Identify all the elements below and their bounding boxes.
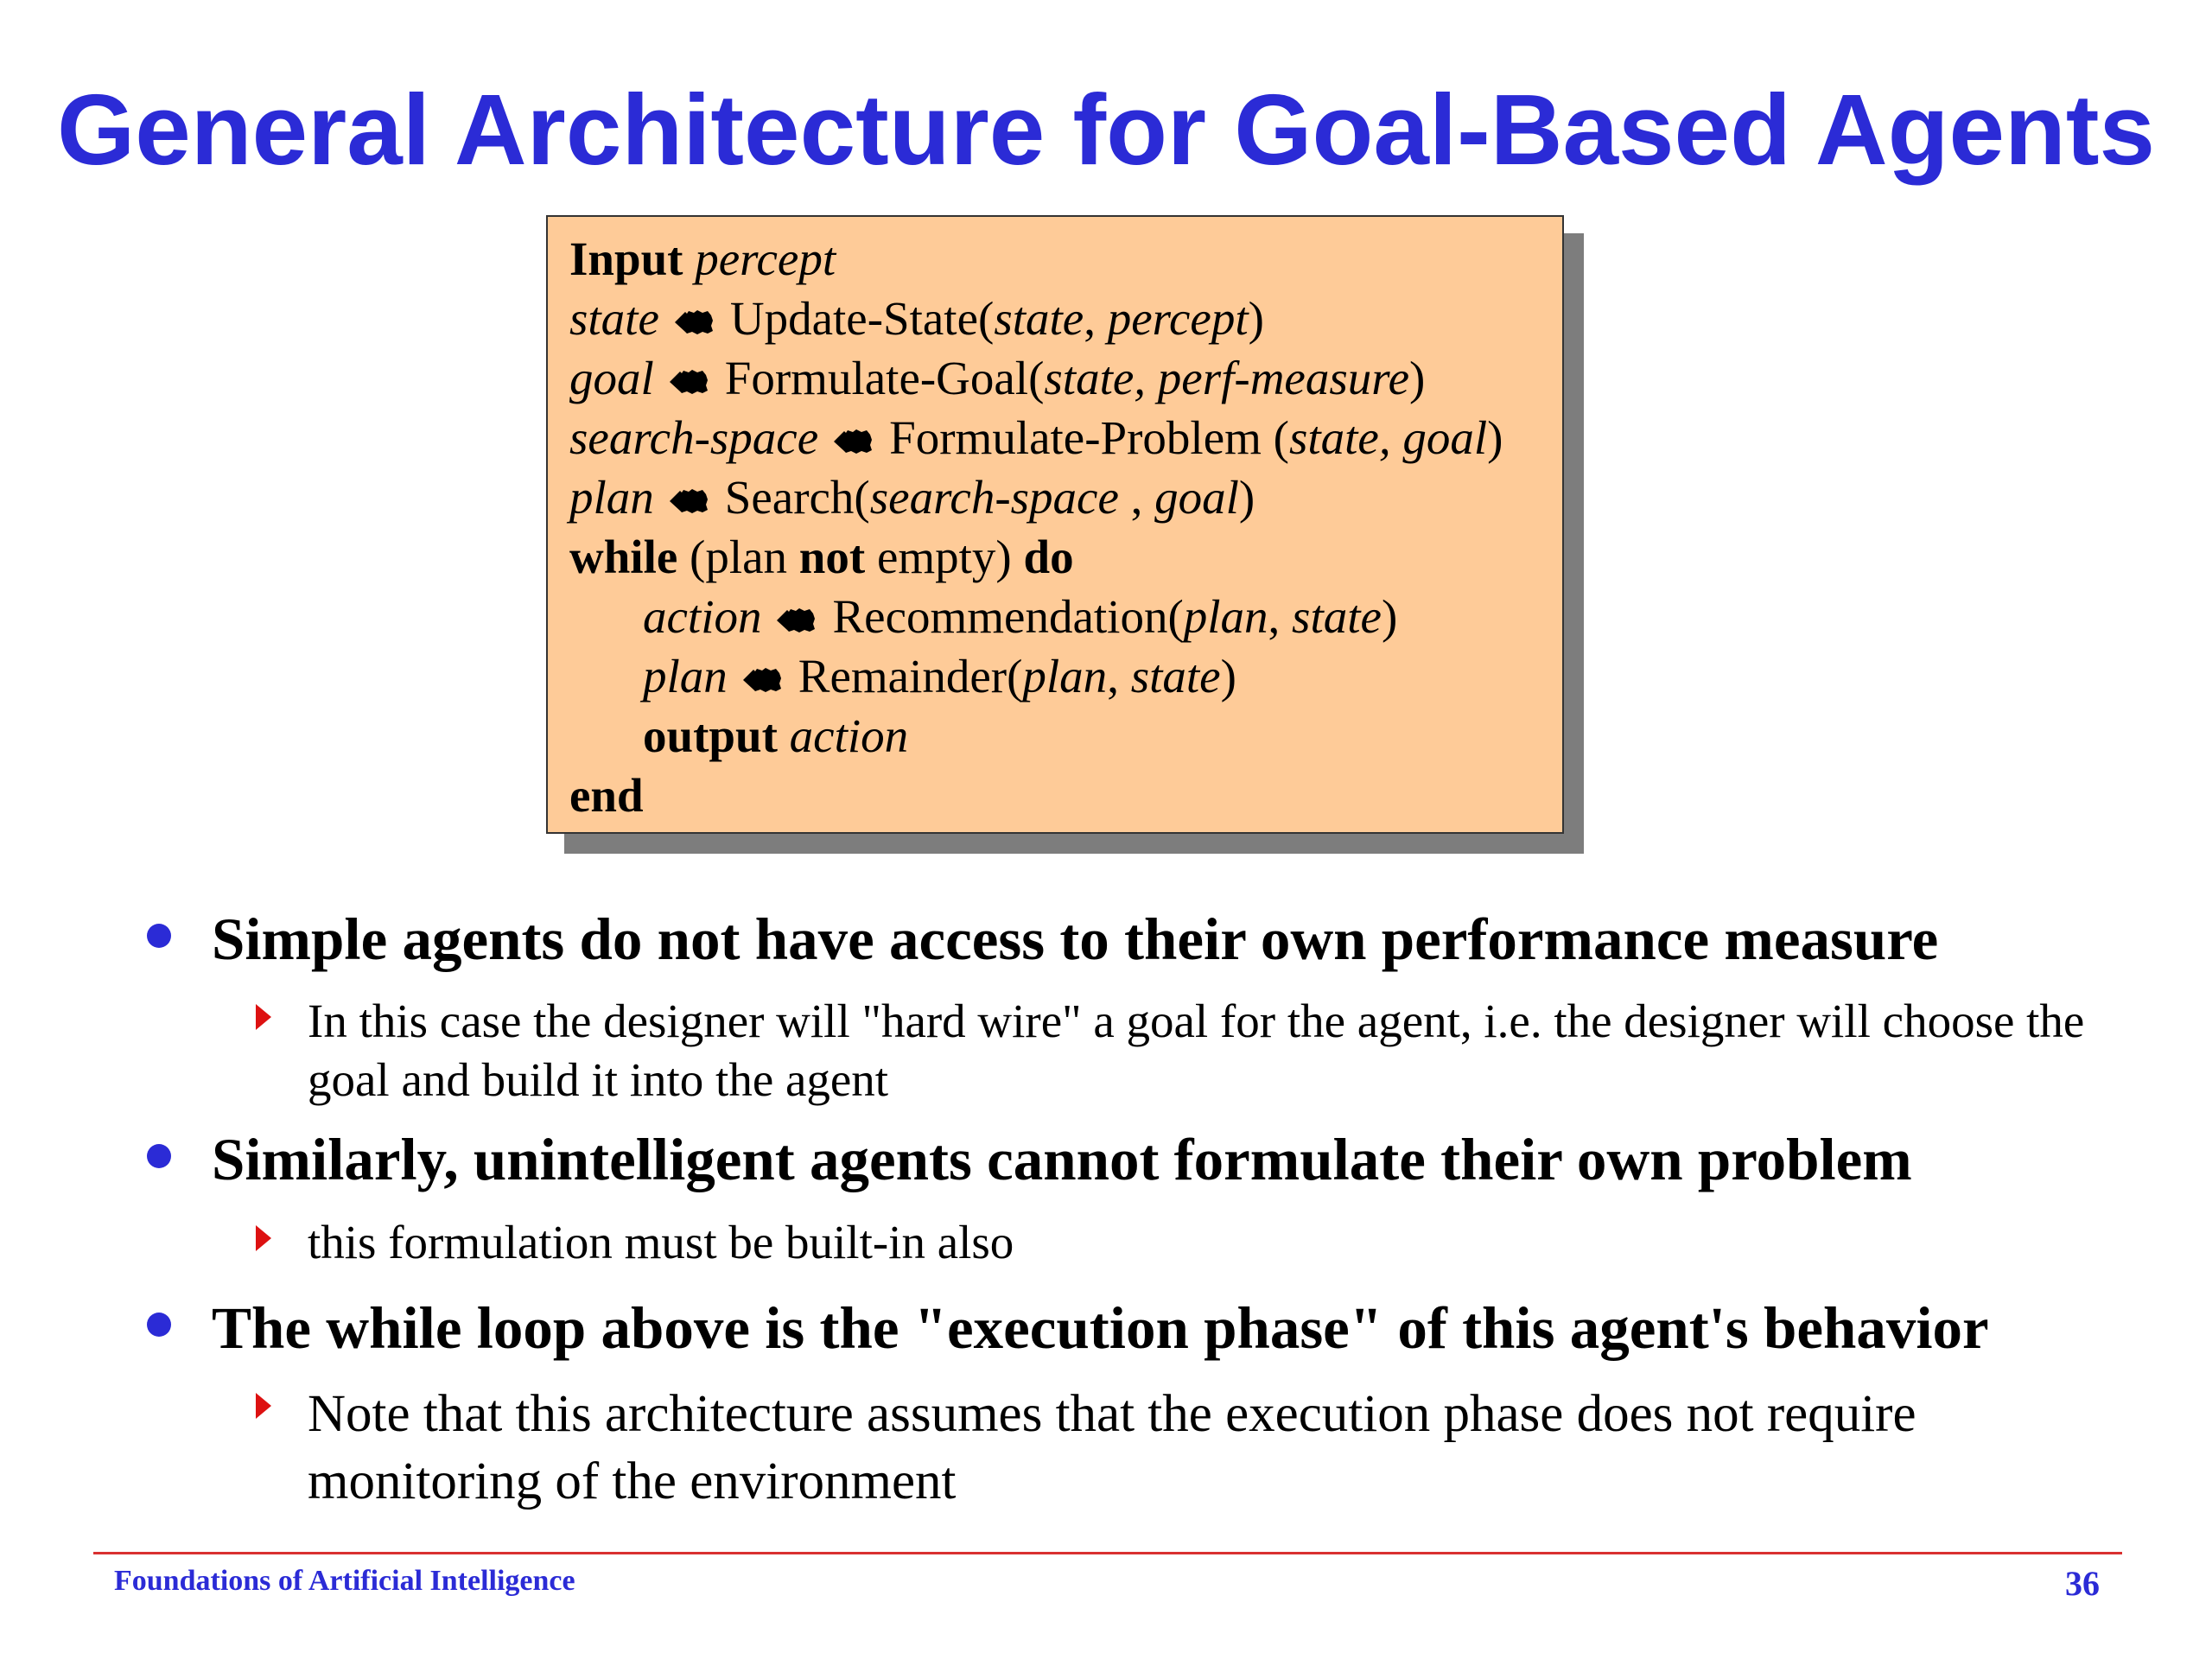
left-arrow-icon [673,308,715,336]
code-var: goal [569,352,654,404]
keyword-input: Input [569,232,683,285]
code-line [569,527,1562,587]
code-line [569,348,1562,408]
code-var: action [643,590,762,643]
code-text: empty) [865,531,1024,583]
code-line [569,766,1562,825]
code-text: (plan [677,531,799,583]
left-arrow-icon [832,428,874,455]
keyword-output: output [643,709,778,762]
code-var: state [569,292,659,345]
code-line [569,408,1562,467]
triangle-bullet-icon [256,1393,271,1419]
bullet-text: Simple agents do not have access to their own performance measure [212,906,1939,972]
bullet-dot-icon [147,924,171,948]
code-line [569,587,1562,646]
code-line [569,229,1562,289]
bullet-text: Similarly, unintelligent agents cannot formulate their own problem [212,1127,1912,1192]
left-arrow-icon [668,487,709,515]
code-arg: percept [1107,292,1249,345]
left-arrow-icon [668,368,709,396]
sub-bullet-item [308,1213,2122,1272]
code-arg: search-space [869,471,1119,524]
keyword-while: while [569,531,678,583]
code-arg: plan [1183,590,1268,643]
code-arg: state [1292,590,1382,643]
code-line [569,289,1562,348]
code-var: search-space [569,411,819,464]
code-func: Formulate-Problem ( [889,411,1289,464]
code-func: Formulate-Goal( [724,352,1045,404]
code-arg: plan [1022,650,1108,702]
code-close: ) [1248,292,1264,345]
triangle-bullet-icon [256,1225,271,1251]
code-line [569,467,1562,527]
code-sep: , [1107,650,1131,702]
sub-bullet-item [308,992,2122,1109]
code-close: ) [1220,650,1236,702]
code-close: ) [1238,471,1255,524]
keyword-end: end [569,769,644,822]
code-sep: , [1084,292,1108,345]
sub-bullet-text: In this case the designer will "hard wire" a goal for the agent, i.e. the designer will choose the goal and build it into the agent [308,995,2085,1106]
keyword-not: not [798,531,866,583]
footer-course-title: Foundations of Artificial Intelligence [114,1565,575,1597]
code-arg: state [1130,650,1221,702]
sub-bullet-text: Note that this architecture assumes that the execution phase does not require monitoring of the environment [308,1385,1916,1510]
code-arg: goal [1154,471,1239,524]
triangle-bullet-icon [256,1004,271,1030]
code-var: plan [569,471,654,524]
code-close: ) [1487,411,1503,464]
left-arrow-icon [741,666,783,694]
code-close: ) [1409,352,1426,404]
code-arg: action [789,709,909,762]
code-func: Remainder( [798,650,1023,702]
page-number: 36 [2065,1564,2100,1603]
code-func: Search( [724,471,870,524]
code-sep: , [1268,590,1293,643]
code-func: Update-State( [729,292,995,345]
bullet-dot-icon [147,1144,171,1168]
code-line [569,646,1562,706]
code-arg: state, perf-measure [1044,352,1410,404]
left-arrow-icon [775,607,817,634]
sub-bullet-text: this formulation must be built-in also [308,1216,1014,1268]
pseudocode-box [546,215,1564,834]
code-arg: state, goal [1288,411,1488,464]
keyword-do: do [1023,531,1074,583]
sub-bullet-item [308,1381,2122,1516]
footer-divider [93,1552,2122,1554]
code-arg: state [994,292,1084,345]
code-line [569,706,1562,766]
code-arg: percept [695,232,836,285]
code-close: ) [1381,590,1398,643]
bullet-dot-icon [147,1313,171,1337]
code-var: plan [643,650,728,702]
code-func: Recommendation( [832,590,1184,643]
bullet-text: The while loop above is the "execution phase" of this agent's behavior [212,1295,1989,1361]
slide-title: General Architecture for Goal-Based Agents [56,73,2155,186]
code-sep: , [1118,471,1155,524]
